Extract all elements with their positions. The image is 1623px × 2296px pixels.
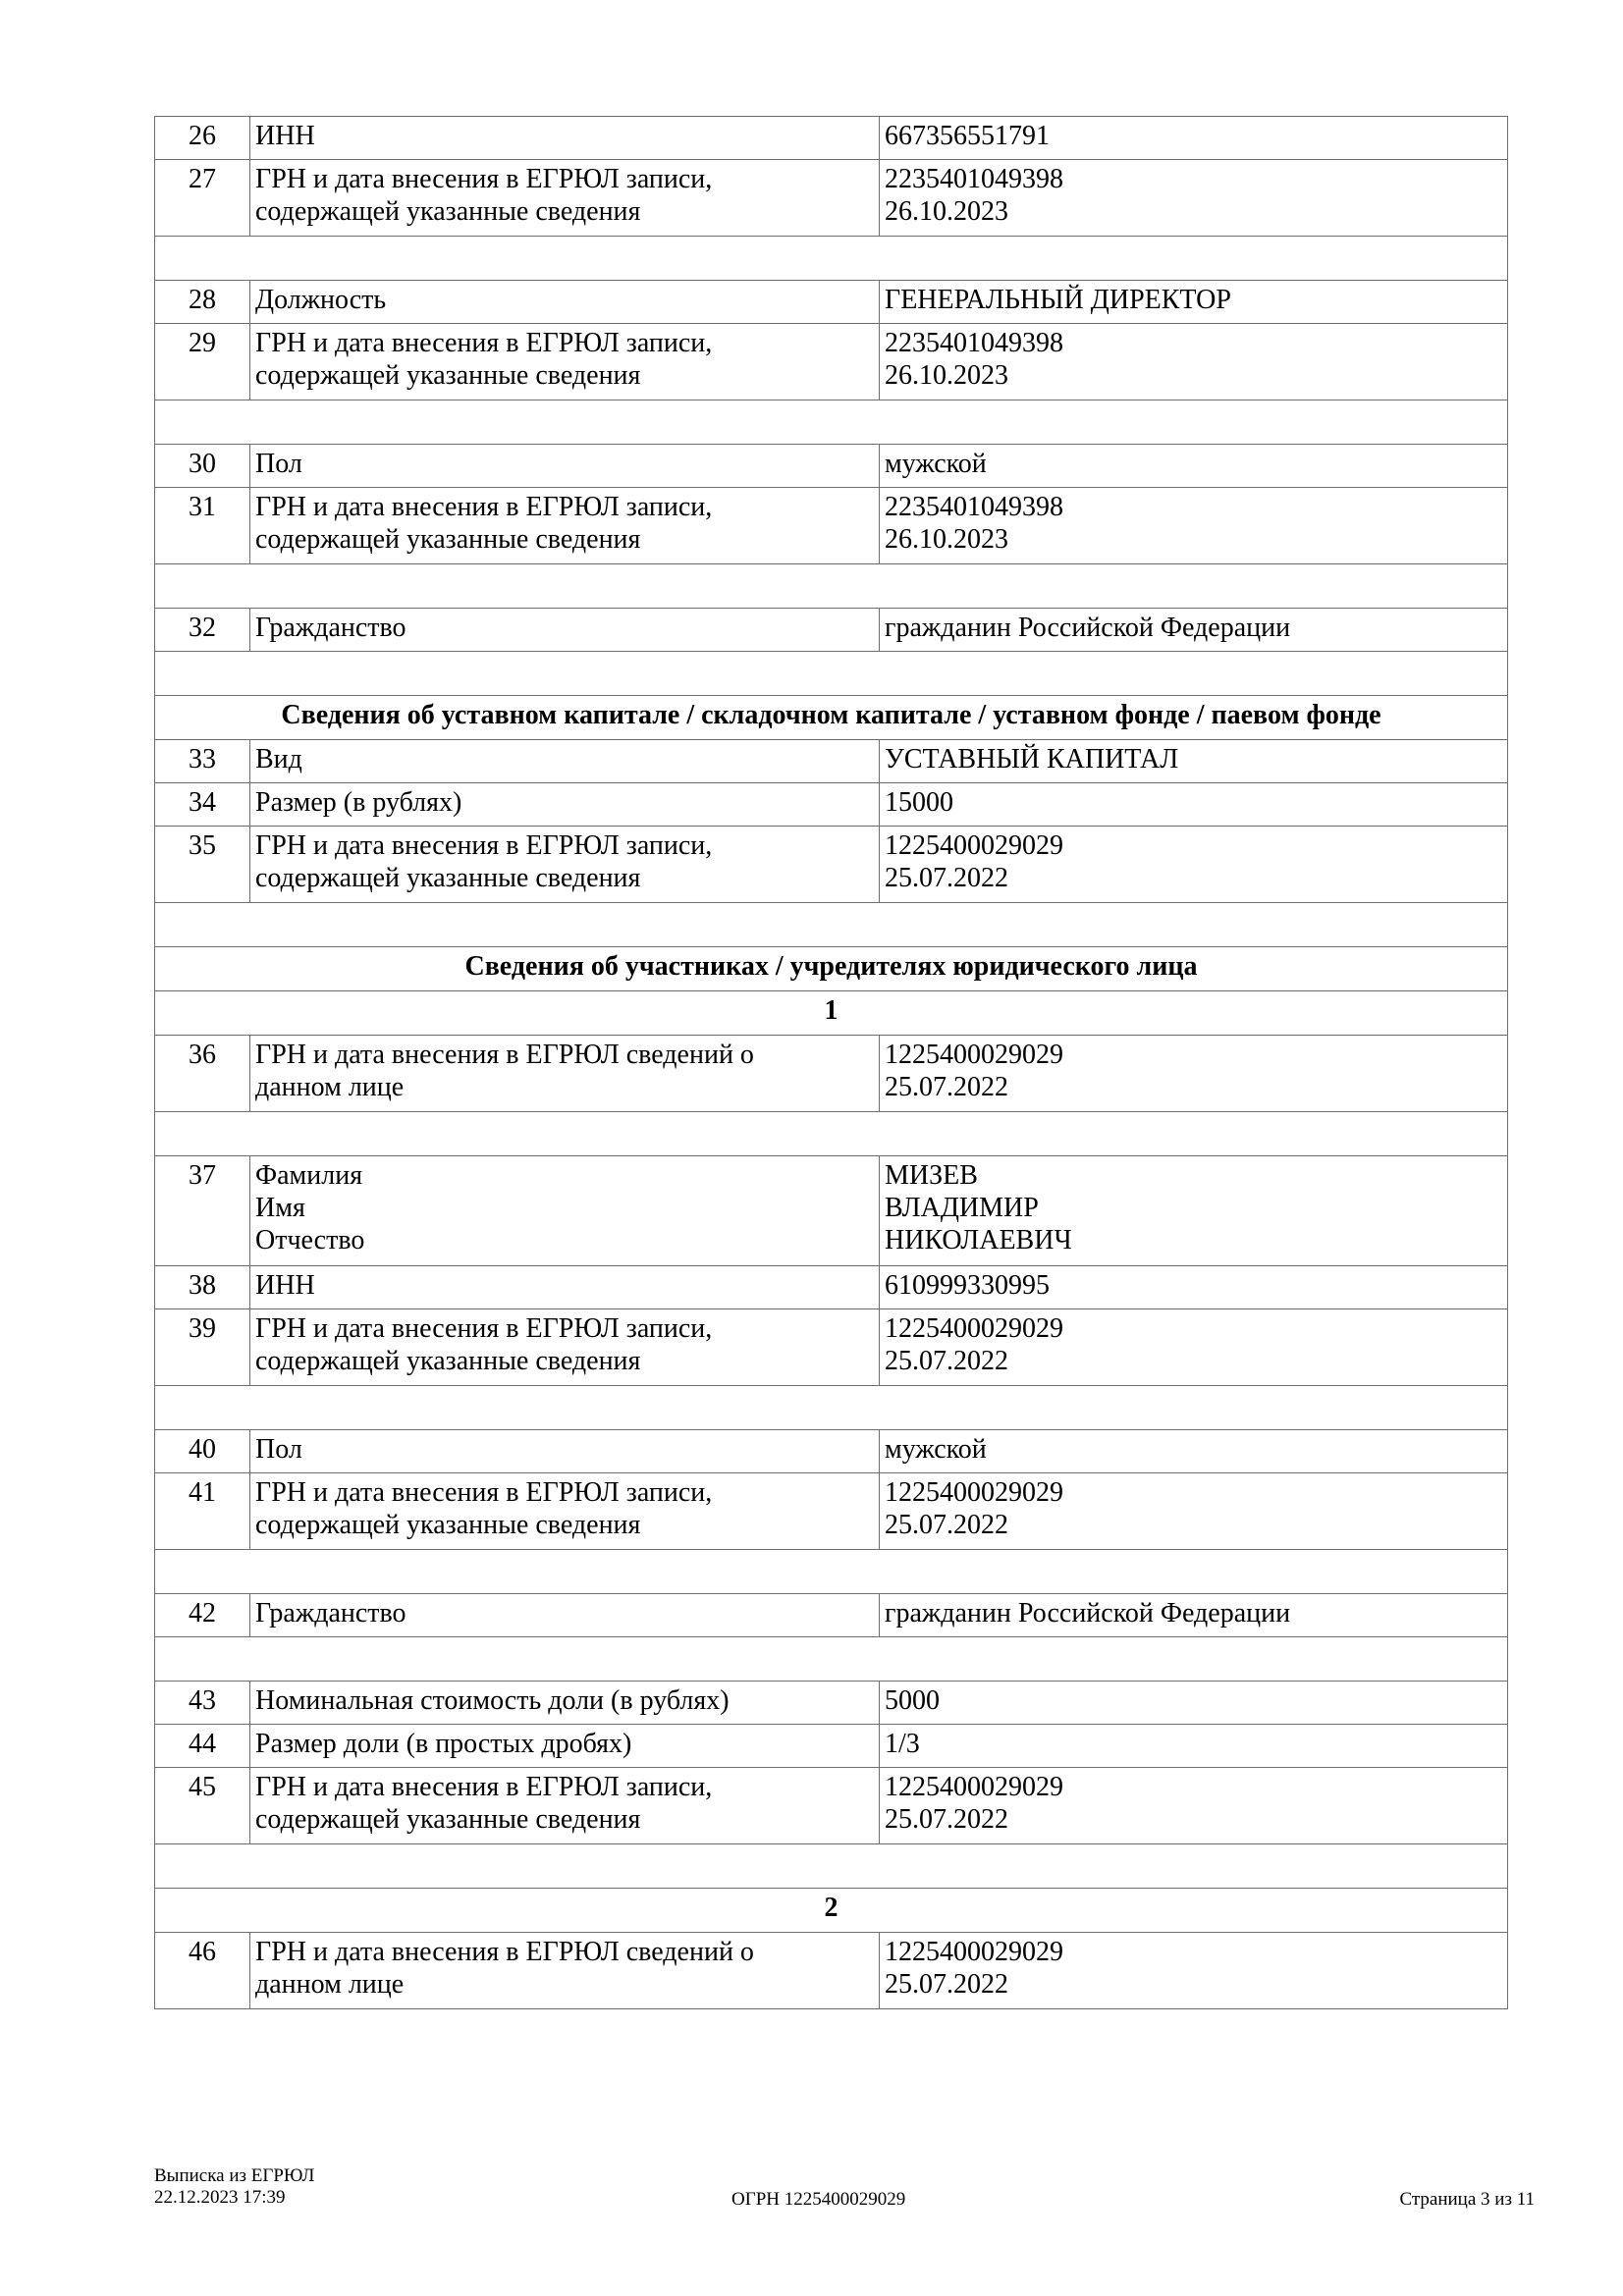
row-label: Фамилия Имя Отчество bbox=[250, 1156, 880, 1266]
table-row bbox=[155, 1430, 1508, 1473]
section-title: Сведения об участниках / учредителях юридического лица bbox=[155, 947, 1508, 991]
row-number: 34 bbox=[155, 783, 250, 827]
row-number: 33 bbox=[155, 740, 250, 783]
first-name-value: ВЛАДИМИР bbox=[885, 1193, 1039, 1223]
table-row bbox=[155, 160, 1508, 237]
row-number: 29 bbox=[155, 324, 250, 400]
table-row bbox=[155, 783, 1508, 827]
date-value: 26.10.2023 bbox=[885, 524, 1008, 555]
date-value: 25.07.2022 bbox=[885, 1969, 1008, 2000]
row-label: ГРН и дата внесения в ЕГРЮЛ записи, содержащей указанные сведения bbox=[250, 1309, 880, 1386]
row-number: 30 bbox=[155, 445, 250, 488]
row-label: ГРН и дата внесения в ЕГРЮЛ записи, содержащей указанные сведения bbox=[250, 1473, 880, 1550]
table-row bbox=[155, 1266, 1508, 1309]
table-row bbox=[155, 1473, 1508, 1550]
date-value: 25.07.2022 bbox=[885, 1072, 1008, 1102]
row-label: ГРН и дата внесения в ЕГРЮЛ записи, содержащей указанные сведения bbox=[250, 1768, 880, 1844]
row-value: мужской bbox=[880, 1430, 1508, 1473]
row-value: гражданин Российской Федерации bbox=[880, 609, 1508, 652]
grn-value: 1225400029029 bbox=[885, 1772, 1063, 1802]
participant-index: 2 bbox=[155, 1889, 1508, 1933]
table-row bbox=[155, 827, 1508, 903]
section-header-capital bbox=[155, 696, 1508, 740]
row-number: 41 bbox=[155, 1473, 250, 1550]
grn-value: 1225400029029 bbox=[885, 830, 1063, 861]
table-row bbox=[155, 1725, 1508, 1768]
date-value: 25.07.2022 bbox=[885, 1804, 1008, 1835]
table-row bbox=[155, 324, 1508, 400]
row-value bbox=[880, 1036, 1508, 1112]
blank-row bbox=[155, 903, 1508, 947]
row-value bbox=[880, 160, 1508, 237]
row-number: 39 bbox=[155, 1309, 250, 1386]
row-value: 610999330995 bbox=[880, 1266, 1508, 1309]
row-number: 38 bbox=[155, 1266, 250, 1309]
blank-row bbox=[155, 1844, 1508, 1889]
row-number: 32 bbox=[155, 609, 250, 652]
blank-row bbox=[155, 400, 1508, 445]
row-value: 1/3 bbox=[880, 1725, 1508, 1768]
date-value: 25.07.2022 bbox=[885, 1346, 1008, 1376]
row-value bbox=[880, 324, 1508, 400]
row-number: 43 bbox=[155, 1682, 250, 1725]
row-label: Должность bbox=[250, 281, 880, 324]
table-row bbox=[155, 740, 1508, 783]
row-number: 26 bbox=[155, 117, 250, 160]
table-row bbox=[155, 1036, 1508, 1112]
row-label: Номинальная стоимость доли (в рублях) bbox=[250, 1682, 880, 1725]
row-value: гражданин Российской Федерации bbox=[880, 1594, 1508, 1637]
section-title: Сведения об уставном капитале / складочном капитале / уставном фонде / паевом фонде bbox=[155, 696, 1508, 740]
row-value: УСТАВНЫЙ КАПИТАЛ bbox=[880, 740, 1508, 783]
blank-row bbox=[155, 1386, 1508, 1430]
row-value: 15000 bbox=[880, 783, 1508, 827]
grn-value: 1225400029029 bbox=[885, 1937, 1063, 1967]
row-label: ГРН и дата внесения в ЕГРЮЛ сведений о данном лице bbox=[250, 1036, 880, 1112]
participant-index: 1 bbox=[155, 991, 1508, 1036]
blank-row bbox=[155, 652, 1508, 696]
row-label: Размер (в рублях) bbox=[250, 783, 880, 827]
row-value bbox=[880, 488, 1508, 564]
row-number: 31 bbox=[155, 488, 250, 564]
row-number: 42 bbox=[155, 1594, 250, 1637]
section-header-participants bbox=[155, 947, 1508, 991]
row-value: ГЕНЕРАЛЬНЫЙ ДИРЕКТОР bbox=[880, 281, 1508, 324]
row-number: 37 bbox=[155, 1156, 250, 1266]
table-row bbox=[155, 488, 1508, 564]
table-row bbox=[155, 1309, 1508, 1386]
table-row bbox=[155, 281, 1508, 324]
row-label: Вид bbox=[250, 740, 880, 783]
blank-row bbox=[155, 237, 1508, 281]
row-value bbox=[880, 1473, 1508, 1550]
row-label: Пол bbox=[250, 445, 880, 488]
footer-doc-title: Выписка из ЕГРЮЛ bbox=[154, 2165, 315, 2186]
row-label: ГРН и дата внесения в ЕГРЮЛ записи, содержащей указанные сведения bbox=[250, 324, 880, 400]
row-number: 46 bbox=[155, 1933, 250, 2009]
row-label: Размер доли (в простых дробях) bbox=[250, 1725, 880, 1768]
table-row bbox=[155, 1594, 1508, 1637]
blank-row bbox=[155, 564, 1508, 609]
table-row bbox=[155, 1933, 1508, 2009]
table-row bbox=[155, 445, 1508, 488]
footer-ogrn: ОГРН 1225400029029 bbox=[731, 2189, 906, 2210]
row-label: Гражданство bbox=[250, 609, 880, 652]
blank-row bbox=[155, 1637, 1508, 1682]
row-number: 45 bbox=[155, 1768, 250, 1844]
patronymic-value: НИКОЛАЕВИЧ bbox=[885, 1225, 1072, 1255]
row-value: 5000 bbox=[880, 1682, 1508, 1725]
egrul-extract-table bbox=[154, 116, 1508, 2009]
blank-row bbox=[155, 1112, 1508, 1156]
row-number: 35 bbox=[155, 827, 250, 903]
row-value: 667356551791 bbox=[880, 117, 1508, 160]
grn-value: 2235401049398 bbox=[885, 164, 1063, 194]
surname-value: МИЗЕВ bbox=[885, 1160, 978, 1191]
row-label: ГРН и дата внесения в ЕГРЮЛ записи, содержащей указанные сведения bbox=[250, 488, 880, 564]
table-row bbox=[155, 609, 1508, 652]
row-value bbox=[880, 1156, 1508, 1266]
row-label: ИНН bbox=[250, 1266, 880, 1309]
row-value bbox=[880, 827, 1508, 903]
row-number: 44 bbox=[155, 1725, 250, 1768]
row-value bbox=[880, 1933, 1508, 2009]
grn-value: 2235401049398 bbox=[885, 328, 1063, 358]
grn-value: 1225400029029 bbox=[885, 1477, 1063, 1508]
row-label: ИНН bbox=[250, 117, 880, 160]
footer-page-number: Страница 3 из 11 bbox=[1399, 2189, 1535, 2210]
row-number: 27 bbox=[155, 160, 250, 237]
row-value bbox=[880, 1309, 1508, 1386]
grn-value: 1225400029029 bbox=[885, 1313, 1063, 1344]
row-number: 36 bbox=[155, 1036, 250, 1112]
footer-left bbox=[154, 2165, 314, 2209]
blank-row bbox=[155, 1550, 1508, 1594]
row-label: ГРН и дата внесения в ЕГРЮЛ записи, содержащей указанные сведения bbox=[250, 827, 880, 903]
table-row bbox=[155, 1682, 1508, 1725]
row-number: 28 bbox=[155, 281, 250, 324]
date-value: 25.07.2022 bbox=[885, 1510, 1008, 1540]
date-value: 25.07.2022 bbox=[885, 863, 1008, 893]
row-number: 40 bbox=[155, 1430, 250, 1473]
grn-value: 1225400029029 bbox=[885, 1040, 1063, 1070]
date-value: 26.10.2023 bbox=[885, 196, 1008, 227]
table-row bbox=[155, 1768, 1508, 1844]
footer-datetime: 22.12.2023 17:39 bbox=[154, 2187, 286, 2208]
row-value bbox=[880, 1768, 1508, 1844]
row-label: Пол bbox=[250, 1430, 880, 1473]
table-row bbox=[155, 117, 1508, 160]
participant-number-1 bbox=[155, 991, 1508, 1036]
participant-number-2 bbox=[155, 1889, 1508, 1933]
row-value: мужской bbox=[880, 445, 1508, 488]
row-label: Гражданство bbox=[250, 1594, 880, 1637]
row-label: ГРН и дата внесения в ЕГРЮЛ записи, содержащей указанные сведения bbox=[250, 160, 880, 237]
date-value: 26.10.2023 bbox=[885, 360, 1008, 391]
grn-value: 2235401049398 bbox=[885, 492, 1063, 522]
row-label: ГРН и дата внесения в ЕГРЮЛ сведений о данном лице bbox=[250, 1933, 880, 2009]
table-row bbox=[155, 1156, 1508, 1266]
